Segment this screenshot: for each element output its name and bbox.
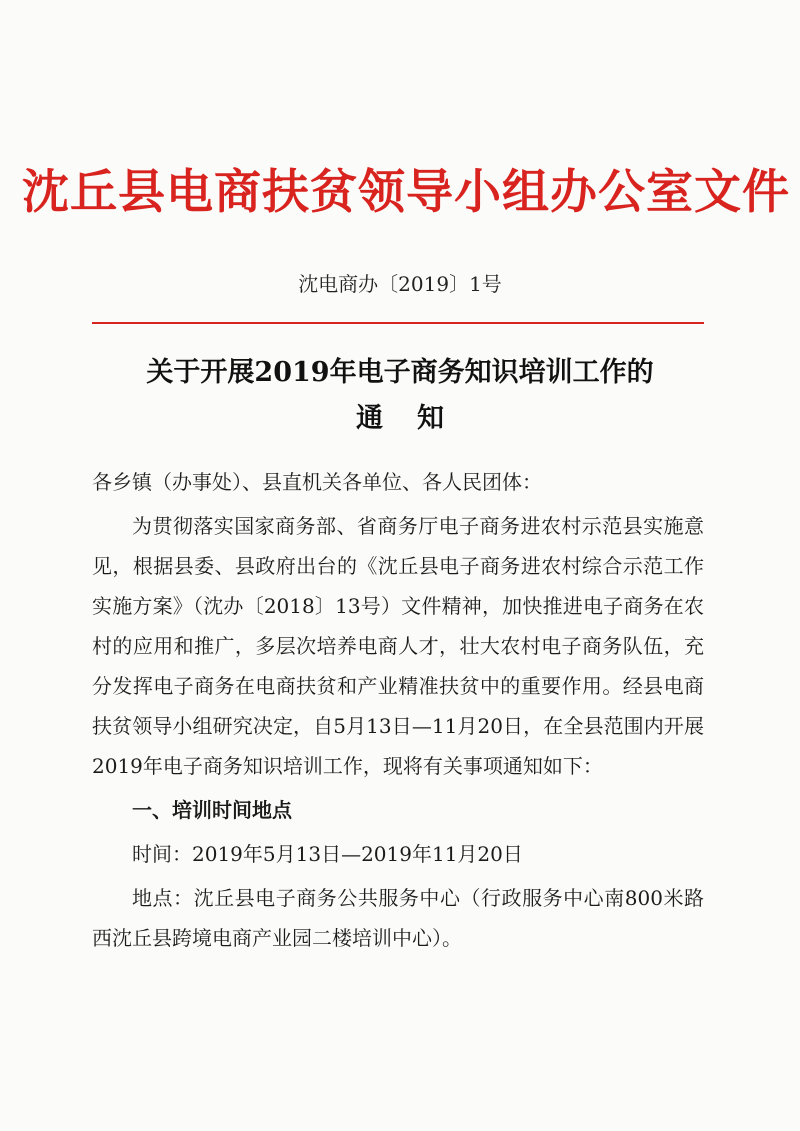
body-paragraph: 为贯彻落实国家商务部、省商务厅电子商务进农村示范县实施意见，根据县委、县政府出台的《沈丘县电子商务进农村综合示范工作实施方案》（沈办〔2018〕13号）文件精神，加快推进电子商务在农村的应用和推广，多层次培养电商人才，壮大农村电子商务队伍，充分发挥电子商务在电商扶贫和产业精准扶贫中的重要作用。经县电商扶贫领导小组研究决定，自5月13日—11月20日，在全县范围内开展2019年电子商务知识培训工作，现将有关事项通知如下： [92, 514, 704, 778]
red-divider [92, 322, 704, 324]
document-number: 沈电商办〔2019〕1号 [298, 272, 502, 296]
issuing-office-header: 沈丘县电商扶贫领导小组办公室文件 [22, 165, 790, 220]
section-heading: 一、培训时间地点 [132, 798, 292, 822]
document-body [92, 462, 704, 962]
notice-title [0, 350, 800, 442]
salutation: 各乡镇（办事处）、县直机关各单位、各人民团体： [92, 470, 542, 494]
notice-title-line2: 通知 [356, 403, 478, 434]
time-line: 时间：2019年5月13日—2019年11月20日 [132, 842, 523, 866]
place-line: 地点：沈丘县电子商务公共服务中心（行政服务中心南800米路西沈丘县跨境电商产业园二楼培训中心）。 [92, 886, 704, 950]
notice-title-line1: 关于开展2019年电子商务知识培训工作的 [146, 357, 654, 388]
